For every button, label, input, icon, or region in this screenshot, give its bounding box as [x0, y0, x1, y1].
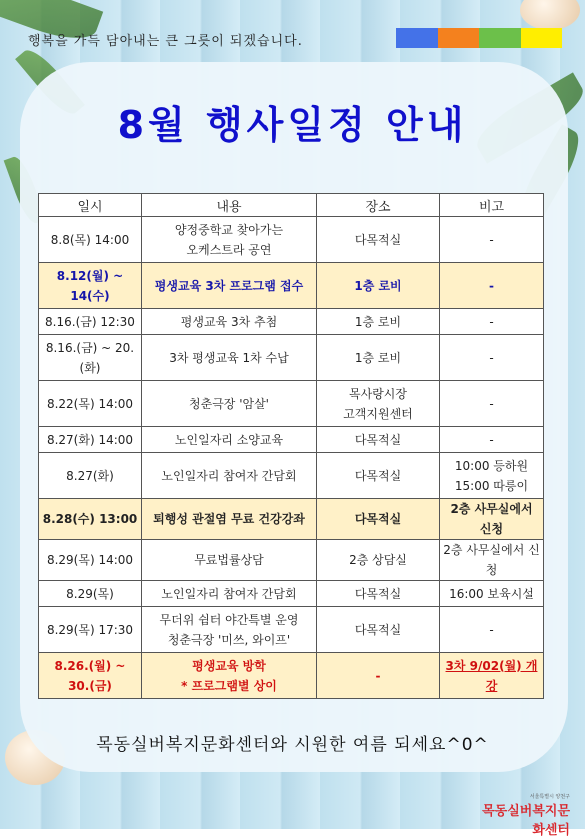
- cell-place: [317, 427, 440, 453]
- cell-date: 8.22(목) 14:00: [39, 381, 142, 427]
- logo-name: 목동실버복지문화센터: [482, 804, 570, 838]
- cell-line: 퇴행성 관절염 무료 건강강좌: [153, 512, 305, 526]
- cell-content: [142, 607, 317, 653]
- table-row: [39, 581, 544, 607]
- cell-line: 무더위 쉼터 야간특별 운영: [159, 612, 299, 627]
- cell-line: 다목적실: [354, 586, 402, 601]
- cell-content: [142, 540, 317, 581]
- cell-content: [142, 653, 317, 699]
- cell-line: 무료법률상담: [194, 553, 264, 567]
- cell-content: [142, 217, 317, 263]
- cell-line: -: [375, 668, 381, 683]
- cell-line: 15:00 따릉이: [454, 478, 529, 493]
- cell-line: 10:00 등하원: [454, 458, 529, 473]
- cell-line: 평생교육 3차 프로그램 접수: [154, 278, 304, 293]
- header-date: 일시: [39, 194, 142, 217]
- cell-place: [317, 335, 440, 381]
- cell-line: 청춘극장 '미쓰, 와이프': [167, 632, 291, 647]
- cell-place: [317, 381, 440, 427]
- cell-line: 다목적실: [354, 232, 402, 247]
- cell-date: 8.29(목) 17:30: [39, 607, 142, 653]
- cell-place: [317, 309, 440, 335]
- table-row: [39, 263, 544, 309]
- color-bars: [396, 28, 562, 48]
- cell-line: 1층 로비: [354, 278, 402, 293]
- table-row: [39, 540, 544, 581]
- cell-line: 다목적실: [354, 468, 402, 483]
- cell-note: [440, 217, 544, 263]
- cell-line: 2층 사무실에서 신청: [443, 543, 540, 577]
- cell-line: 노인일자리 참여자 간담회: [161, 586, 297, 601]
- table-row: [39, 607, 544, 653]
- table-row: [39, 499, 544, 540]
- cell-line: -: [489, 350, 494, 365]
- cell-note: [440, 309, 544, 335]
- cell-line: 양정중학교 찾아가는: [174, 222, 284, 237]
- cell-date: 8.26.(월) ~ 30.(금): [39, 653, 142, 699]
- cell-line: 다목적실: [354, 622, 402, 637]
- cell-line: 1층 로비: [354, 350, 402, 365]
- cell-note: [440, 381, 544, 427]
- cell-place: [317, 540, 440, 581]
- cell-place: [317, 263, 440, 309]
- cell-line: 청춘극장 '암살': [189, 396, 269, 411]
- cell-date: 8.27(화): [39, 453, 142, 499]
- cell-line: -: [489, 622, 494, 637]
- cell-note: [440, 499, 544, 540]
- color-bar-green: [479, 28, 521, 48]
- cell-note: [440, 335, 544, 381]
- cell-date: 8.29(목) 14:00: [39, 540, 142, 581]
- cell-place: [317, 453, 440, 499]
- center-logo: [470, 793, 570, 838]
- cell-note: [440, 653, 544, 699]
- cell-line: 3차 9/02(월) 개강: [445, 658, 538, 693]
- page-title: 8월 행사일정 안내: [117, 103, 468, 147]
- logo-small-text: 서울특별시 양천구: [529, 794, 570, 800]
- color-bar-blue: [396, 28, 438, 48]
- cell-date: 8.16.(금) ~ 20.(화): [39, 335, 142, 381]
- cell-line: 평생교육 3차 추첨: [180, 314, 278, 329]
- cell-line: 노인일자리 소양교육: [174, 432, 284, 447]
- cell-line: 2층 상담실: [349, 553, 407, 567]
- cell-line: 오케스트라 공연: [186, 242, 272, 257]
- table-row: [39, 217, 544, 263]
- table-row: [39, 427, 544, 453]
- cell-place: [317, 217, 440, 263]
- cell-date: 8.12(월) ~ 14(수): [39, 263, 142, 309]
- cell-place: [317, 653, 440, 699]
- cell-line: * 프로그램별 상이: [181, 678, 277, 693]
- cell-line: -: [489, 396, 494, 411]
- cell-content: [142, 335, 317, 381]
- cell-date: 8.28(수) 13:00: [39, 499, 142, 540]
- table-row: [39, 381, 544, 427]
- cell-line: 1층 로비: [354, 314, 402, 329]
- cell-line: 다목적실: [354, 432, 402, 447]
- cell-place: [317, 607, 440, 653]
- cell-line: -: [489, 432, 494, 447]
- cell-note: [440, 427, 544, 453]
- cell-note: [440, 540, 544, 581]
- header-place: 장소: [317, 194, 440, 217]
- color-bar-yellow: [521, 28, 563, 48]
- cell-line: -: [489, 232, 494, 247]
- table-row: [39, 335, 544, 381]
- cell-line: 고객지원센터: [343, 406, 413, 421]
- cell-date: 8.27(화) 14:00: [39, 427, 142, 453]
- cell-content: [142, 581, 317, 607]
- cell-line: 16:00 보육시설: [449, 586, 534, 601]
- cell-place: [317, 499, 440, 540]
- schedule-table: [38, 193, 544, 699]
- cell-line: 목사랑시장: [349, 386, 407, 401]
- cell-content: [142, 453, 317, 499]
- cell-line: 평생교육 방학: [192, 658, 266, 673]
- tagline: 행복을 가득 담아내는 큰 그릇이 되겠습니다.: [28, 34, 303, 49]
- cell-content: [142, 263, 317, 309]
- cell-line: 2층 사무실에서 신청: [450, 502, 533, 536]
- cell-line: 노인일자리 참여자 간담회: [161, 468, 297, 483]
- cell-content: [142, 381, 317, 427]
- footer-message: 목동실버복지문화센터와 시원한 여름 되세요^0^: [96, 735, 489, 755]
- header-content: 내용: [142, 194, 317, 217]
- cell-content: [142, 499, 317, 540]
- cell-date: 8.16.(금) 12:30: [39, 309, 142, 335]
- cell-line: 다목적실: [354, 512, 402, 526]
- table-row: [39, 653, 544, 699]
- cell-note: [440, 581, 544, 607]
- cell-line: -: [489, 314, 494, 329]
- cell-content: [142, 427, 317, 453]
- table-row: [39, 453, 544, 499]
- header-note: 비고: [440, 194, 544, 217]
- cell-line: -: [489, 278, 494, 293]
- cell-date: 8.8(목) 14:00: [39, 217, 142, 263]
- cell-date: 8.29(목): [39, 581, 142, 607]
- cell-note: [440, 263, 544, 309]
- table-row: [39, 309, 544, 335]
- cell-content: [142, 309, 317, 335]
- cell-note: [440, 453, 544, 499]
- cell-note: [440, 607, 544, 653]
- cell-line: 3차 평생교육 1차 수납: [169, 350, 289, 365]
- color-bar-orange: [438, 28, 480, 48]
- table-header-row: [39, 194, 544, 217]
- cell-place: [317, 581, 440, 607]
